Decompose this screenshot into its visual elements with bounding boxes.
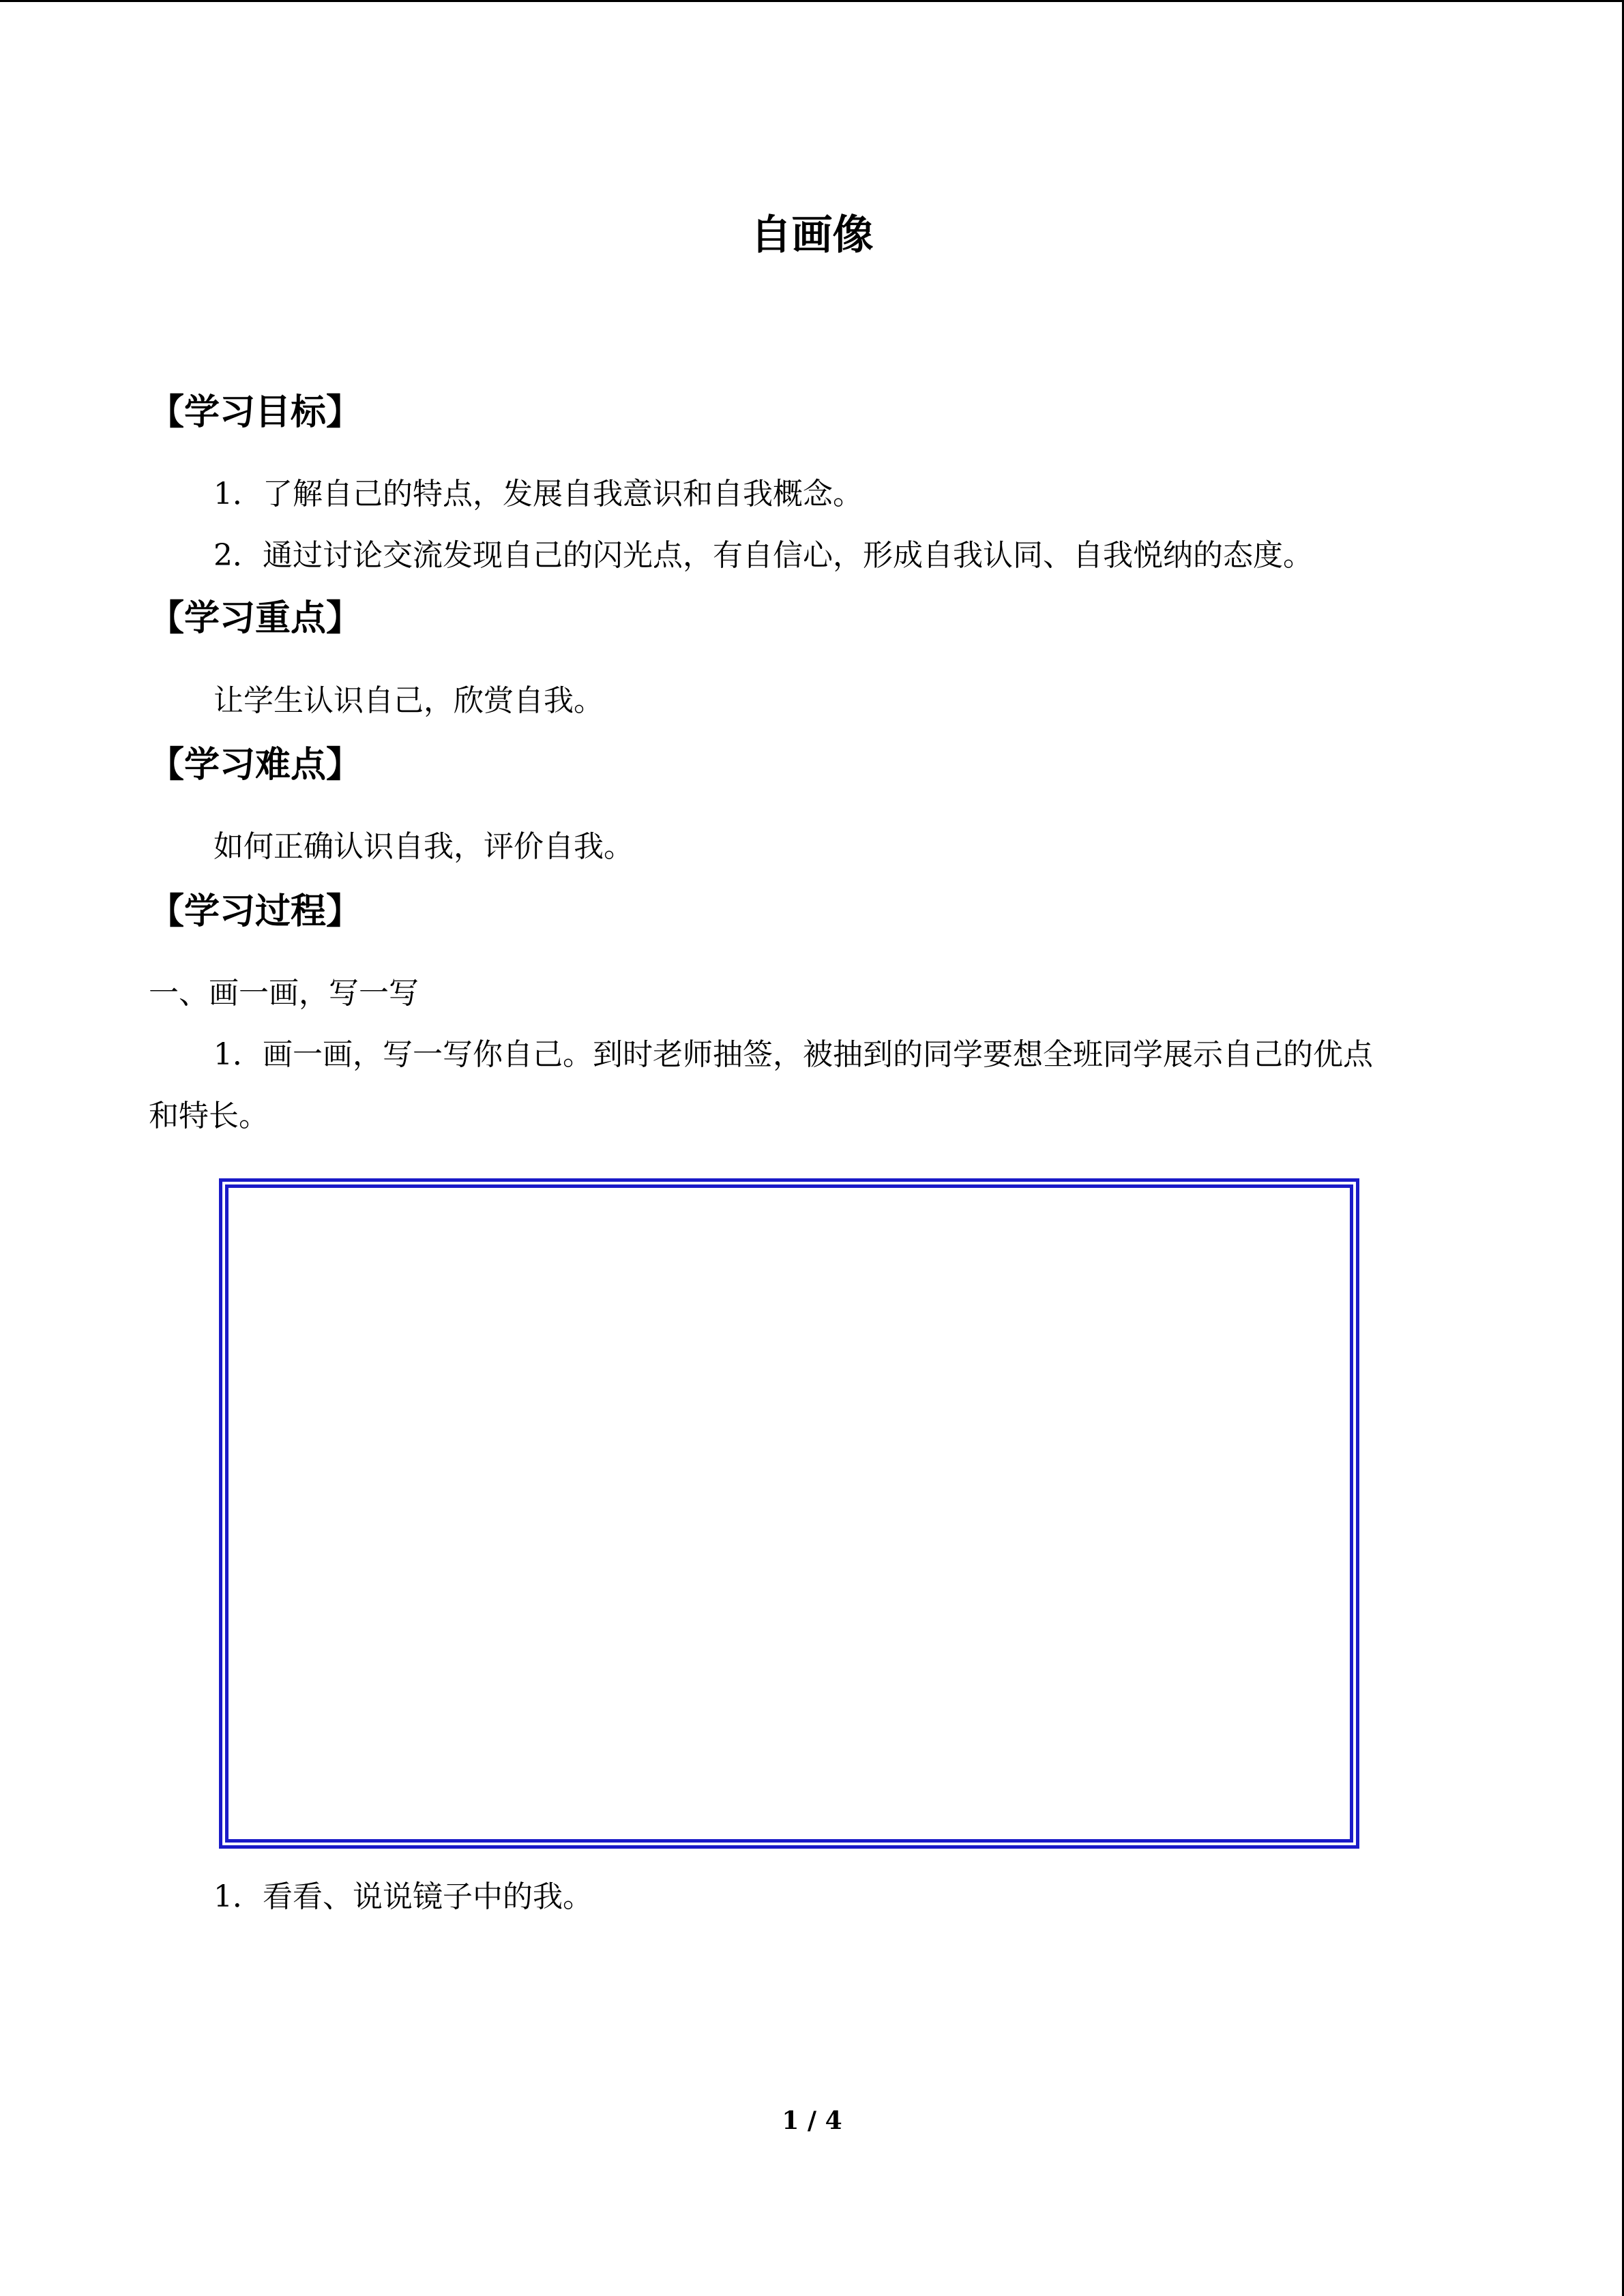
goal-item-2: 2．通过讨论交流发现自己的闪光点，有自信心，形成自我认同、自我悦纳的态度。 <box>213 538 1313 573</box>
difficulty-text: 如何正确认识自我，评价自我。 <box>213 829 634 864</box>
process-item-1-line-1: 1．画一画，写一写你自己。到时老师抽签，被抽到的同学要想全班同学展示自己的优点 <box>213 1037 1373 1072</box>
process-item-2: 1．看看、说说镜子中的我。 <box>213 1879 593 1914</box>
goal-item-1: 1．了解自己的特点，发展自我意识和自我概念。 <box>213 477 863 511</box>
heading-learning-focus: 【学习重点】 <box>149 598 362 639</box>
heading-learning-goals: 【学习目标】 <box>149 392 362 433</box>
drawing-frame <box>219 1178 1359 1849</box>
heading-learning-difficulty: 【学习难点】 <box>149 745 362 786</box>
page-number: 1 / 4 <box>782 2106 842 2135</box>
focus-text: 让学生认识自己，欣赏自我。 <box>213 683 604 718</box>
heading-learning-process: 【学习过程】 <box>149 891 362 932</box>
process-item-1-line-2: 和特长。 <box>149 1099 269 1133</box>
page-title: 自画像 <box>750 211 874 259</box>
process-subheading: 一、画一画，写一写 <box>149 976 419 1011</box>
